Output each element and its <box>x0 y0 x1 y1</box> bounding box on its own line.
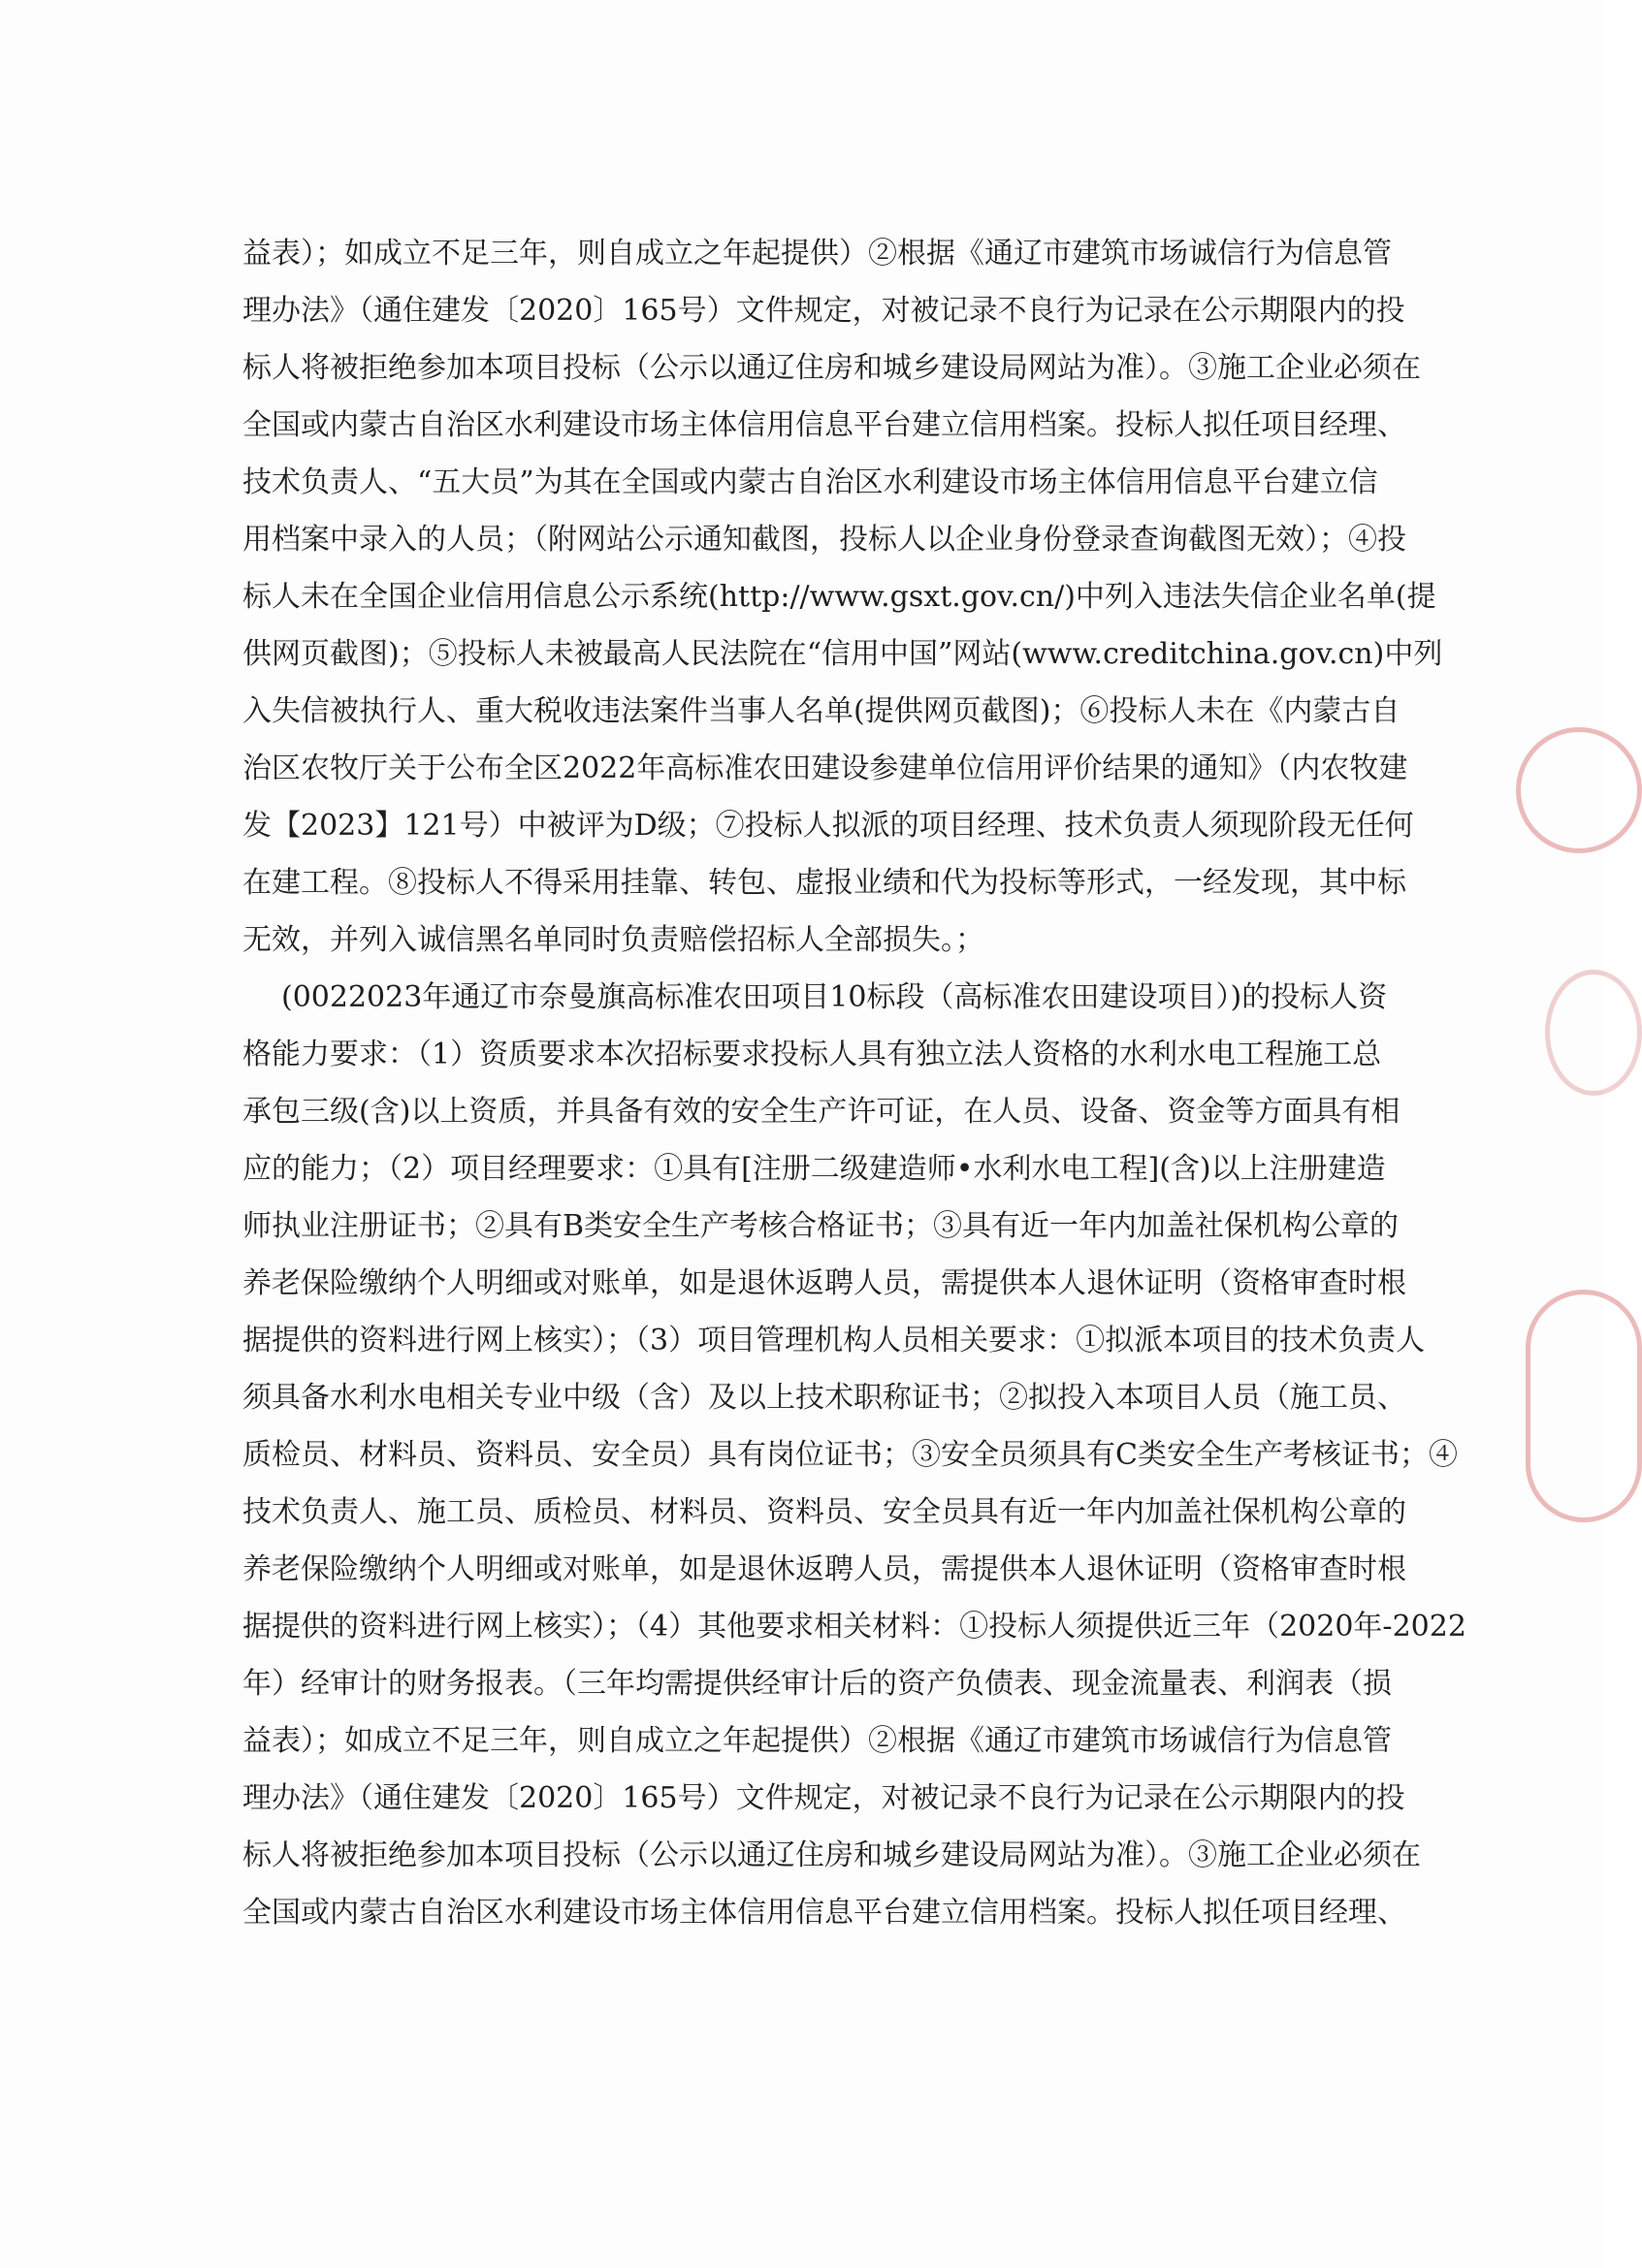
text-line: 据提供的资料进行网上核实）；（3）项目管理机构人员相关要求：①拟派本项目的技术负责人 <box>242 1324 1426 1358</box>
text-line: 理办法》（通住建发〔2020〕165号）文件规定，对被记录不良行为记录在公示期限内的投 <box>242 1781 1405 1815</box>
text-line: (0022023年通辽市奈曼旗高标准农田项目10标段（高标准农田建设项目）)的投标人资 <box>281 980 1388 1014</box>
text-line: 技术负责人、施工员、质检员、材料员、资料员、安全员具有近一年内加盖社保机构公章的 <box>242 1495 1406 1529</box>
text-line: 师执业注册证书；②具有B类安全生产考核合格证书；③具有近一年内加盖社保机构公章的 <box>242 1209 1400 1243</box>
text-line: 应的能力；（2）项目经理要求：①具有[注册二级建造师•水利水电工程](含)以上注册建造 <box>242 1152 1386 1186</box>
text-line: 据提供的资料进行网上核实）；（4）其他要求相关材料：①投标人须提供近三年（2020年-2022 <box>242 1610 1466 1644</box>
text-line: 养老保险缴纳个人明细或对账单，如是退休返聘人员，需提供本人退休证明（资格审查时根 <box>242 1266 1406 1300</box>
text-line: 承包三级(含)以上资质，并具备有效的安全生产许可证，在人员、设备、资金等方面具有相 <box>242 1095 1401 1129</box>
seal-stamp-icon <box>1526 1290 1642 1522</box>
text-line: 治区农牧厅关于公布全区2022年高标准农田建设参建单位信用评价结果的通知》（内农牧建 <box>242 751 1408 785</box>
text-line: 在建工程。⑧投标人不得采用挂靠、转包、虚报业绩和代为投标等形式，一经发现，其中标 <box>242 866 1406 900</box>
text-line: 益表）；如成立不足三年，则自成立之年起提供）②根据《通辽市建筑市场诚信行为信息管 <box>242 237 1392 271</box>
body-text <box>242 225 1466 1941</box>
text-line: 入失信被执行人、重大税收违法案件当事人名单(提供网页截图)；⑥投标人未在《内蒙古自 <box>242 694 1401 728</box>
text-line: 标人未在全国企业信用信息公示系统(http://www.gsxt.gov.cn/)中列入违法失信企业名单(提 <box>242 580 1436 614</box>
text-line: 用档案中录入的人员；（附网站公示通知截图，投标人以企业身份登录查询截图无效）；④投 <box>242 523 1406 557</box>
text-line: 全国或内蒙古自治区水利建设市场主体信用信息平台建立信用档案。投标人拟任项目经理、 <box>242 408 1406 442</box>
text-line: 全国或内蒙古自治区水利建设市场主体信用信息平台建立信用档案。投标人拟任项目经理、 <box>242 1896 1406 1930</box>
text-line: 技术负责人、“五大员”为其在全国或内蒙古自治区水利建设市场主体信用信息平台建立信 <box>242 465 1378 499</box>
text-line: 年）经审计的财务报表。（三年均需提供经审计后的资产负债表、现金流量表、利润表（损 <box>242 1667 1392 1701</box>
text-line: 益表）；如成立不足三年，则自成立之年起提供）②根据《通辽市建筑市场诚信行为信息管 <box>242 1724 1392 1758</box>
seal-stamp-icon <box>1545 970 1642 1096</box>
text-line: 标人将被拒绝参加本项目投标（公示以通辽住房和城乡建设局网站为准）。③施工企业必须在 <box>242 1838 1421 1872</box>
text-line: 须具备水利水电相关专业中级（含）及以上技术职称证书；②拟投入本项目人员（施工员、 <box>242 1381 1406 1415</box>
text-line: 养老保险缴纳个人明细或对账单，如是退休返聘人员，需提供本人退休证明（资格审查时根 <box>242 1552 1406 1586</box>
text-line: 质检员、材料员、资料员、安全员）具有岗位证书；③安全员须具有C类安全生产考核证书；④ <box>242 1438 1458 1472</box>
text-line: 发【2023】121号）中被评为D级；⑦投标人拟派的项目经理、技术负责人须现阶段无任何 <box>242 809 1414 843</box>
text-line: 理办法》（通住建发〔2020〕165号）文件规定，对被记录不良行为记录在公示期限内的投 <box>242 294 1405 328</box>
text-line: 供网页截图)；⑤投标人未被最高人民法院在“信用中国”网站(www.creditchina.gov.cn)中列 <box>242 637 1443 671</box>
text-line: 格能力要求：（1）资质要求本次招标要求投标人具有独立法人资格的水利水电工程施工总 <box>242 1038 1382 1071</box>
text-line: 无效，并列入诚信黑名单同时负责赔偿招标人全部损失。； <box>242 923 984 957</box>
seal-stamp-icon <box>1516 727 1642 853</box>
text-line: 标人将被拒绝参加本项目投标（公示以通辽住房和城乡建设局网站为准）。③施工企业必须在 <box>242 351 1421 385</box>
